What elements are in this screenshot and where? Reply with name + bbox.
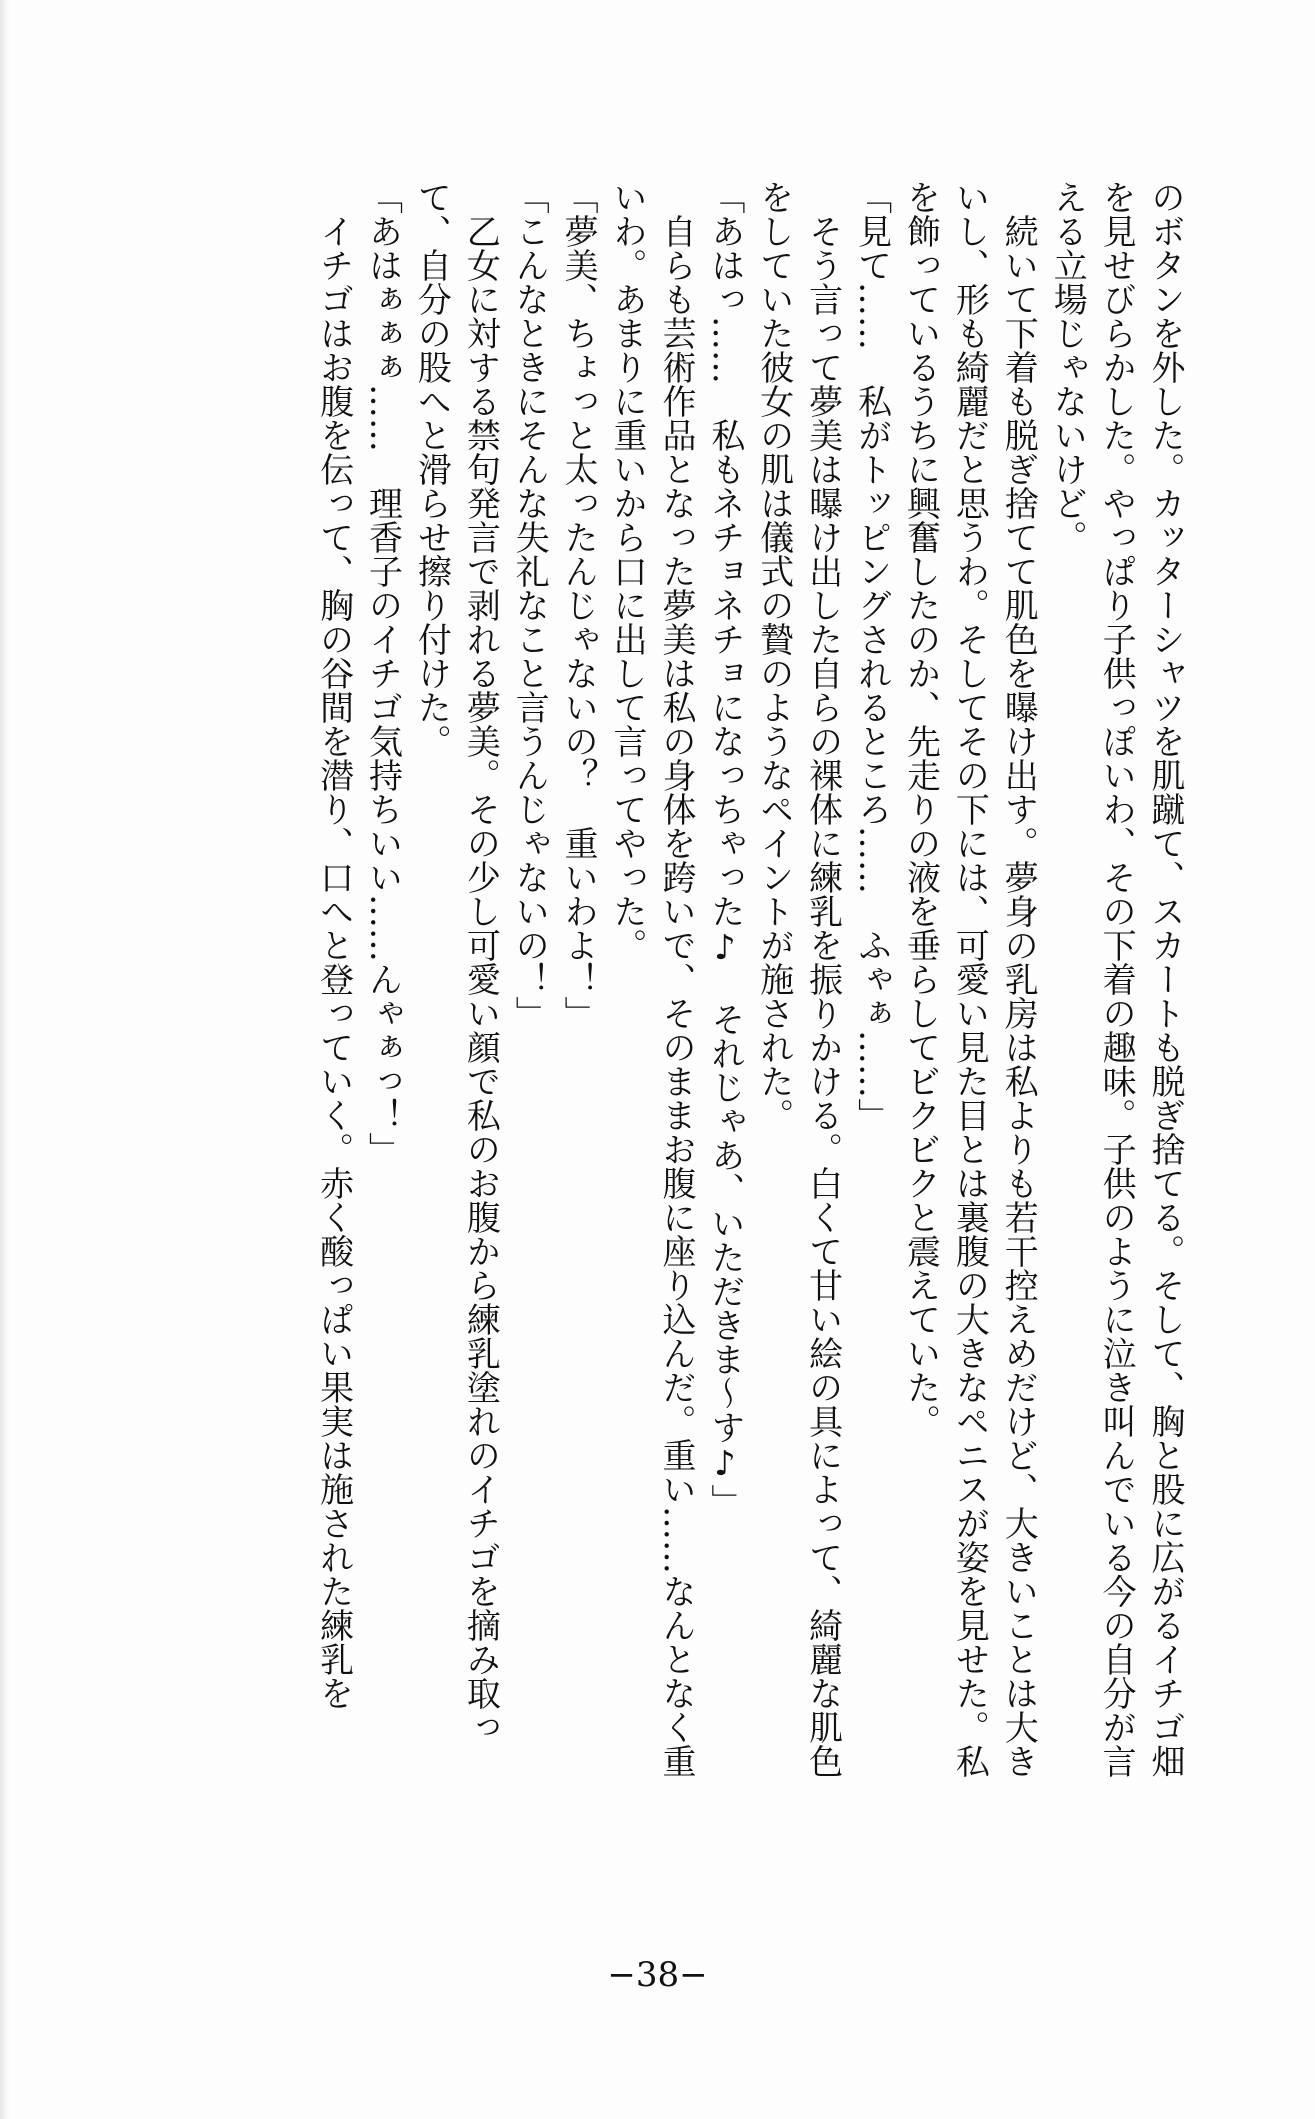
paragraph-2: 続いて下着も脱ぎ捨てて肌色を曝け出す。夢身の乳房は私よりも若干控えめだけど、大きいことは大きいし、形も綺麗だと思うわ。そしてその下には、可愛い見た目とは裏腹の大きなペニスが姿を見せた。私を飾っているうちに興奮したのか、先走りの液を垂らしてビクビクと震えていた。 [900, 180, 1039, 1778]
paragraph-11: イチゴはお腹を伝って、胸の谷間を潜り、口へと登っていく。赤く酸っぱい果実は施された練乳を [313, 180, 354, 1710]
page-number: −38− [607, 1955, 708, 1995]
vertical-text-body [179, 180, 1189, 1800]
paragraph-10: 「あはぁぁぁ…… 理香子のイチゴ気持ちいい……んゃぁっ！」 [362, 180, 403, 1166]
paragraph-3: 「見て…… 私がトッピングされるところ…… ふゃぁ……」 [851, 180, 892, 1132]
paragraph-7: 「夢美、ちょっと太ったんじゃないの？ 重いわよ！」 [558, 180, 599, 1030]
paragraph-1: のボタンを外した。カッターシャツを肌蹴て、スカートも脱ぎ捨てる。そして、胸と股に広がるイチゴ畑を見せびらかした。やっぱり子供っぽいわ、その下着の趣味。子供のように泣き叫んでいる今の自分が言える立場じゃないけど。 [1047, 180, 1185, 1778]
paragraph-5: 「あはっ…… 私もネチョネチョになっちゃった♪ それじゃあ、いただきま〜す♪」 [704, 180, 745, 1518]
paragraph-4: そう言って夢美は曝け出した自らの裸体に練乳を振りかける。白くて甘い絵の具によって、綺麗な肌色をしていた彼女の肌は儀式の贄のようなペイントが施された。 [753, 180, 843, 1778]
paragraph-9: 乙女に対する禁句発言で剥れる夢美。その少し可愛い顔で私のお腹から練乳塗れのイチゴを摘み取って、自分の股へと滑らせ擦り付けた。 [411, 180, 501, 1744]
page-edge-shadow [0, 0, 10, 2119]
paragraph-6: 自らも芸術作品となった夢美は私の身体を跨いで、そのままお腹に座り込んだ。重い……なんとなく重いわ。あまりに重いから口に出して言ってやった。 [607, 180, 696, 1778]
paragraph-8: 「こんなときにそんな失礼なこと言うんじゃないの！」 [509, 180, 550, 1030]
